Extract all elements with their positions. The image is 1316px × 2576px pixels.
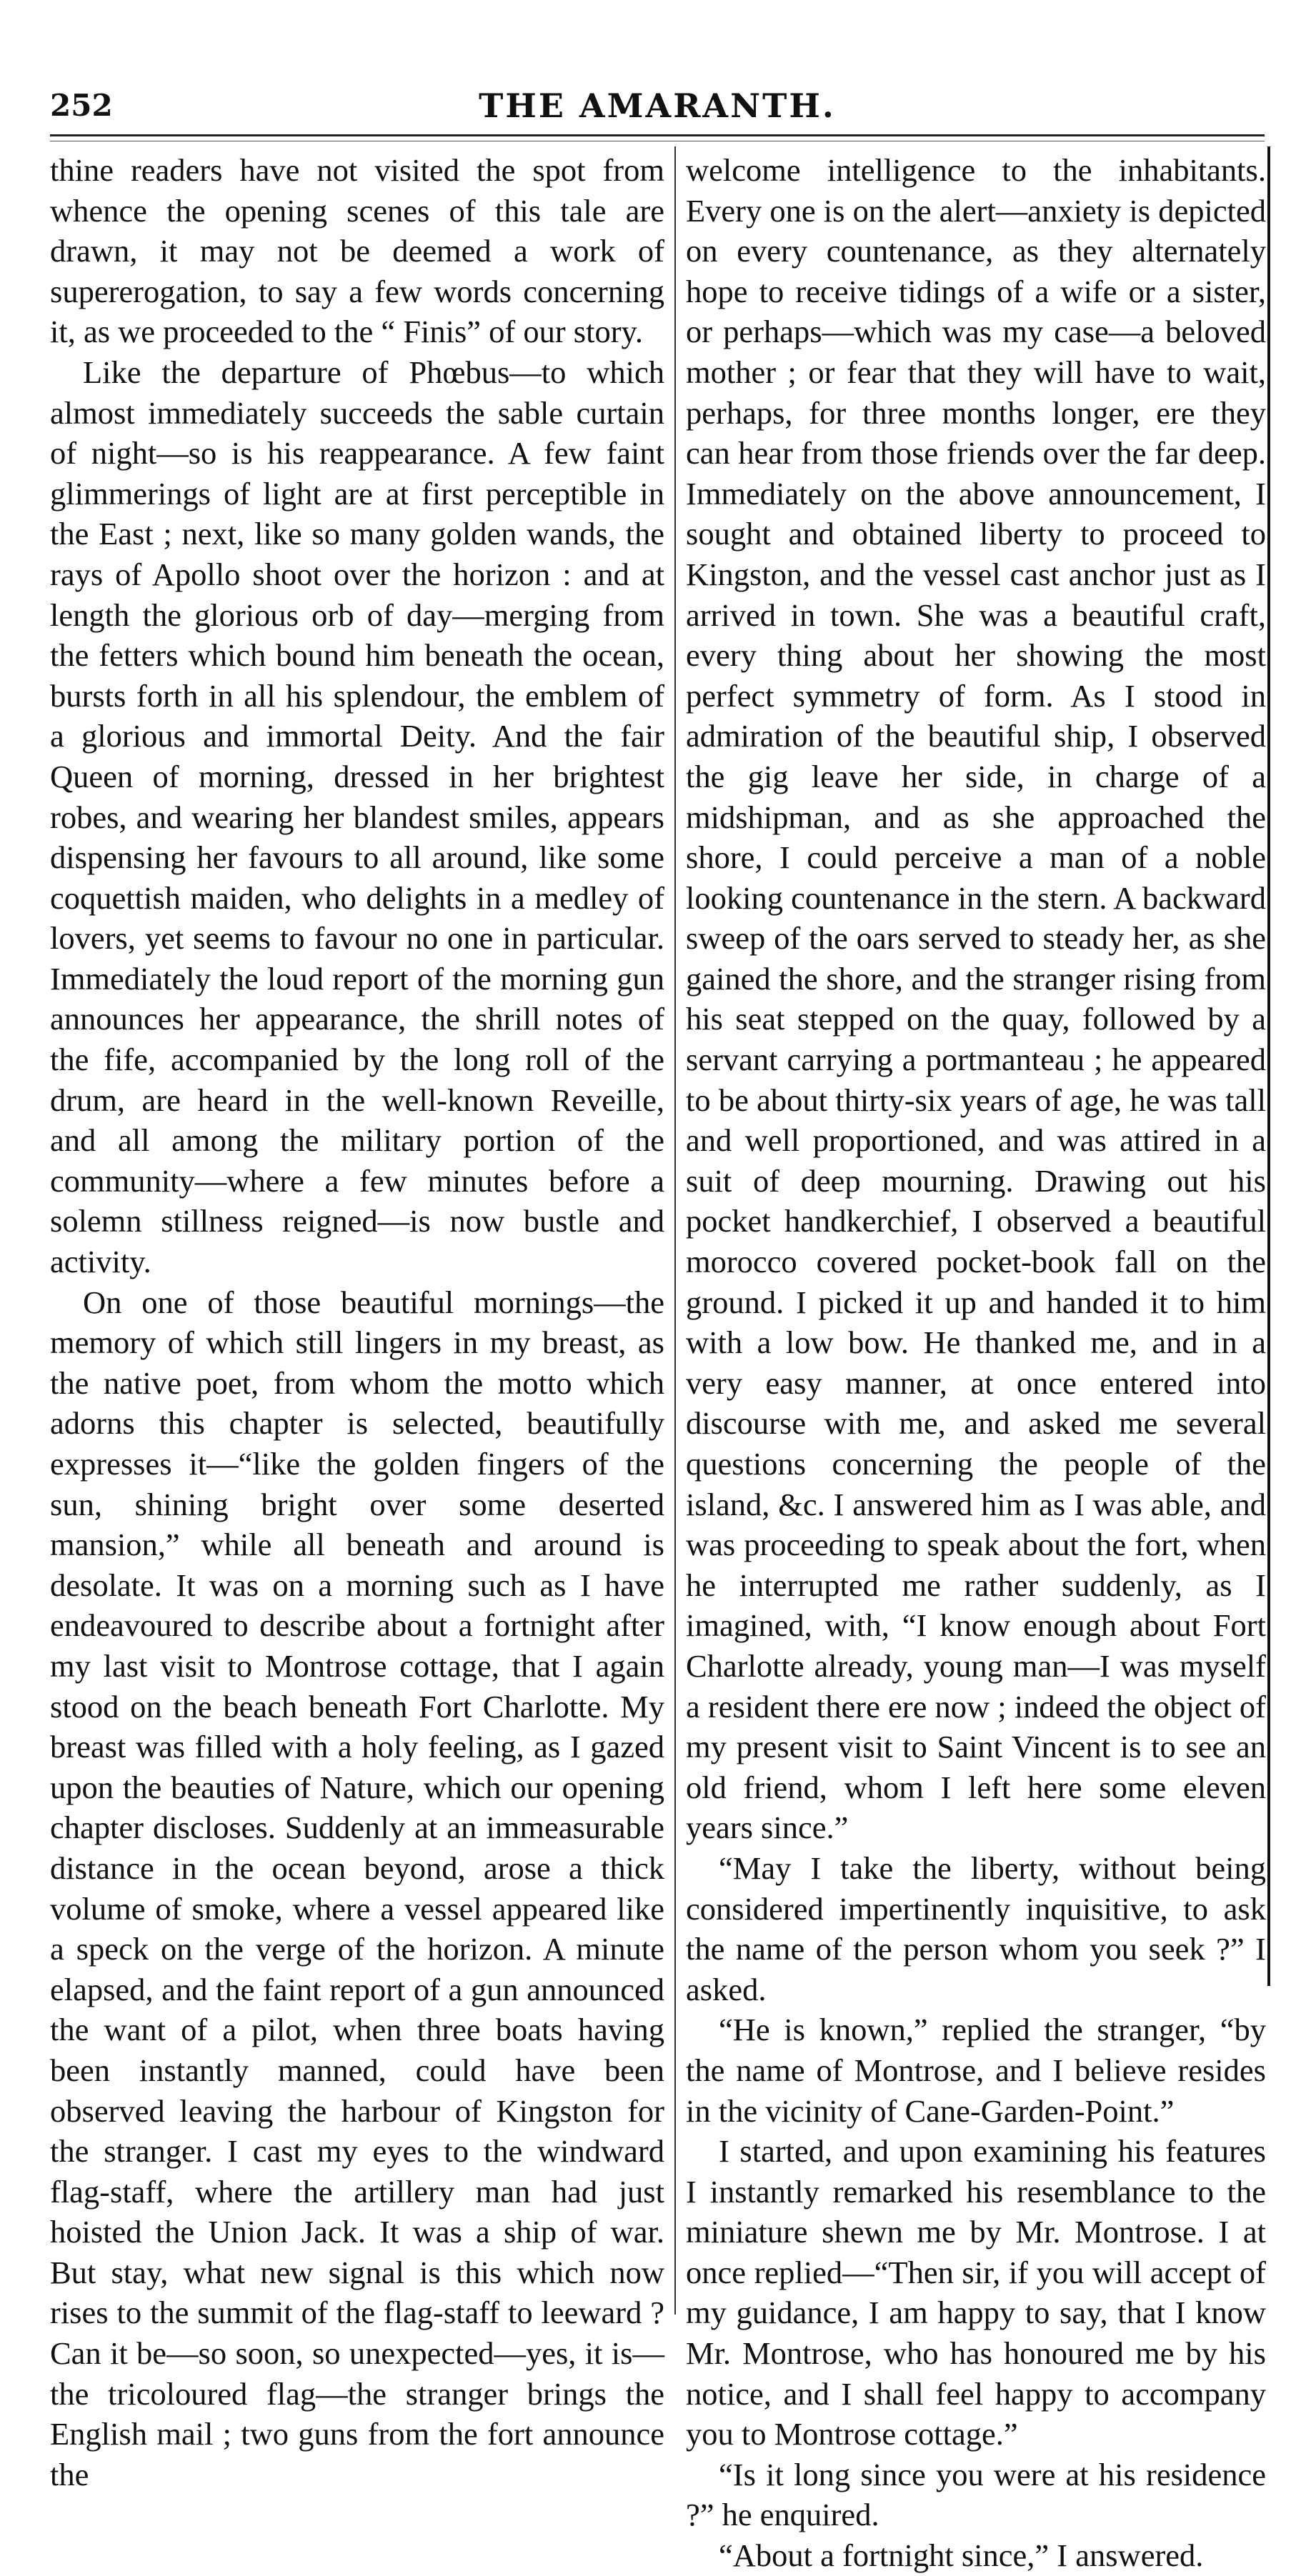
header-rule [50,134,1265,136]
right-paragraph-1: welcome intelligence to the inhabitants. Every one is on the alert—anxiety is depicted on every countenance, as they alternately hope to receive tidings of a wife or a sister, or perhaps—which was my case—a beloved mother ; or fear that they will have to wait, perhaps, for three months longer, ere they can hear from those friends over the far deep. Immediately on the above announcement, I sought and obtained liberty to proceed to Kingston, and the vessel cast anchor just as I arrived in town. She was a beautiful craft, every thing about her showing the most perfect symmetry of form. As I stood in admiration of the beautiful ship, I observed the gig leave her side, in charge of a midshipman, and as she approached the shore, I could perceive a man of a noble looking countenance in the stern. A backward sweep of the oars served to steady her, as she gained the shore, and the stranger rising from his seat stepped on the quay, followed by a servant carrying a portmanteau ; he appeared to be about thirty-six years of age, he was tall and well proportioned, and was attired in a suit of deep mourning. Drawing out his pocket handkerchief, I observed a beautiful morocco covered pocket-book fall on the ground. I picked it up and handed it to him with a low bow. He thanked me, and in a very easy manner, at once entered into discourse with me, and asked me several questions concerning the people of the island, &c. I answered him as I was able, and was proceeding to speak about the fort, when he interrupted me rather suddenly, as I imagined, with, “I know enough about Fort Charlotte already, young man—I was myself a resident there ere now ; indeed the object of my present visit to Saint Vincent is to see an old friend, whom I left here some eleven years since.” [686,152,1266,1846]
column-divider [674,146,676,2315]
left-paragraph-2: Like the departure of Phœbus—to which almost immediately succeeds the sable curtain of night—so is his reappearance. A few faint glimmerings of light are at first perceptible in the East ; next, like so many golden wands, the rays of Apollo shoot over the horizon : and at length the glorious orb of day—merging from the fetters which bound him beneath the ocean, bursts forth in all his splendour, the emblem of a glorious and immortal Deity. And the fair Queen of morning, dressed in her brightest robes, and wearing her blandest smiles, appears dispensing her favours to all around, like some coquettish maiden, who delights in a medley of lovers, yet seems to favour no one in particular. Immediately the loud report of the morning gun announces her appearance, the shrill notes of the fife, accompanied by the long roll of the drum, are heard in the well-known Reveille, and all among the military portion of the community—where a few minutes before a solemn stillness reigned—is now bustle and activity. [50,354,664,1280]
right-column [686,150,1266,2574]
left-paragraph-1: thine readers have not visited the spot from whence the opening scenes of this tale are drawn, it may not be deemed a work of supererogation, to say a few words concerning it, as we proceeded to the “ Finis” of our story. [50,152,664,350]
right-paragraph-5: “Is it long since you were at his residence ?” he enquired. [686,2456,1266,2533]
page-header [50,84,1265,127]
page-number: 252 [50,88,113,123]
right-paragraph-4: I started, and upon examining his features I instantly remarked his resemblance to the miniature shewn me by Mr. Montrose. I at once replied—“Then sir, if you will accept of my guidance, I am happy to say, that I know Mr. Montrose, who has honoured me by his notice, and I shall feel happy to accompany you to Montrose cottage.” [686,2133,1266,2452]
left-paragraph-3: On one of those beautiful mornings—the memory of which still lingers in my breast, as the native poet, from whom the motto which adorns this chapter is selected, beautifully expresses it—“like the golden fingers of the sun, shining bright over some deserted mansion,” while all beneath and around is desolate. It was on a morning such as I have endeavoured to describe about a fortnight after my last visit to Montrose cottage, that I again stood on the beach beneath Fort Charlotte. My breast was filled with a holy feeling, as I gazed upon the beauties of Nature, which our opening chapter discloses. Suddenly at an immeasurable distance in the ocean beyond, arose a thick volume of smoke, where a vessel appeared like a speck on the verge of the horizon. A minute elapsed, and the faint report of a gun announced the want of a pilot, when three boats having been instantly manned, could have been observed leaving the harbour of Kingston for the stranger. I cast my eyes to the windward flag-staff, where the artillery man had just hoisted the Union Jack. It was a ship of war. But stay, what new signal is this which now rises to the summit of the flag-staff to leeward ? Can it be—so soon, so unexpected—yes, it is—the tricoloured flag—the stranger brings the English mail ; two guns from the fort announce the [50,1284,664,2492]
running-title: THE AMARANTH. [479,86,836,125]
left-column [50,150,664,2492]
right-paragraph-6: “About a fortnight since,” I answered. [719,2537,1204,2574]
right-paragraph-2: “May I take the liberty, without being considered impertinently inquisitive, to ask the name of the person whom you seek ?” I asked. [686,1849,1266,2007]
binding-edge-shadow [1267,146,1270,1986]
right-paragraph-3: “He is known,” replied the stranger, “by the name of Montrose, and I believe resides in the vicinity of Cane-Garden-Point.” [686,2012,1266,2129]
